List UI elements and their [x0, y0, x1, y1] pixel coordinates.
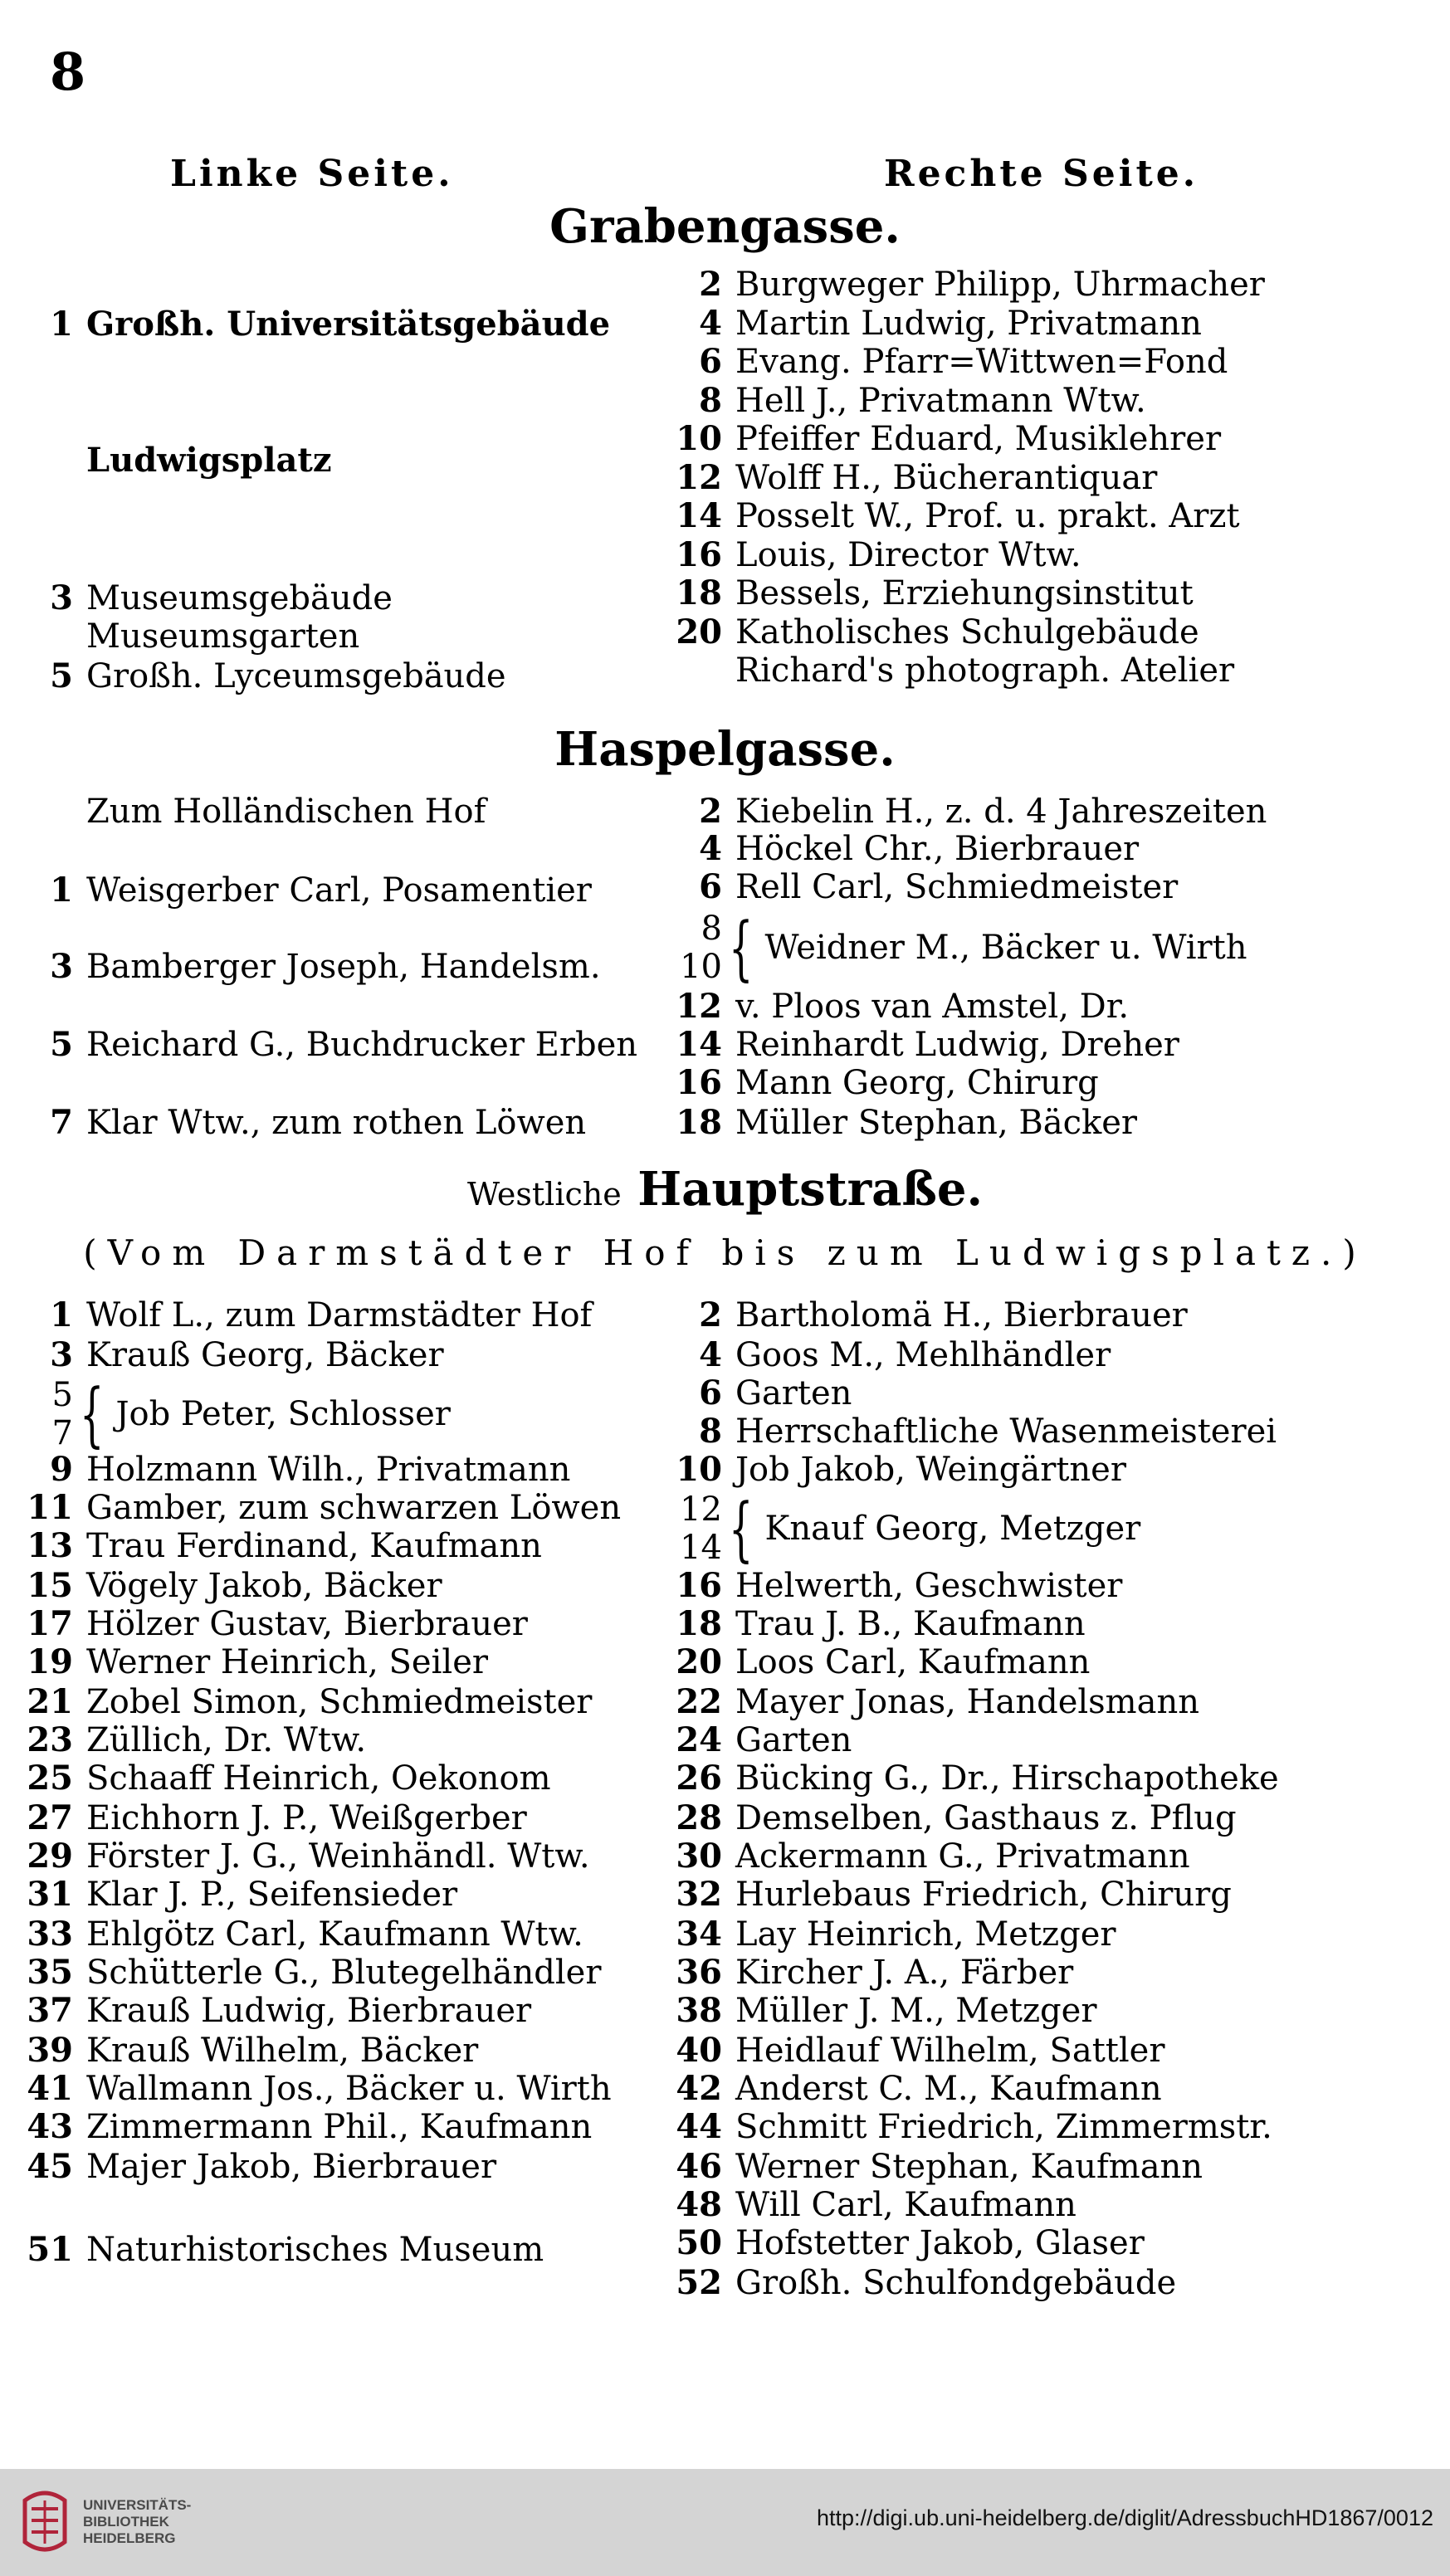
entry-row: [664, 907, 1247, 988]
entry-row: [664, 2108, 1272, 2146]
house-number: 18: [676, 1103, 722, 1142]
entry-text: Job Peter, Schlosser: [115, 1395, 451, 1433]
entry-text: Schaaff Heinrich, Oekonom: [86, 1759, 551, 1798]
entry-text: Wallmann Jos., Bäcker u. Wirth: [86, 2070, 612, 2108]
library-name-line1: UNIVERSITÄTS-: [83, 2497, 192, 2513]
house-number: 50: [676, 2223, 722, 2262]
house-numbers: [664, 910, 722, 986]
house-number: 12: [680, 1490, 722, 1529]
house-number: 8: [701, 910, 722, 948]
house-numbers: [664, 1490, 722, 1567]
entry-row: [15, 2032, 478, 2070]
entry-row: [664, 2148, 1203, 2186]
house-number: 16: [676, 1063, 722, 1102]
library-name-line2: BIBLIOTHEK: [83, 2514, 169, 2530]
entry-text: Garten: [735, 1374, 852, 1412]
entry-row: [15, 1026, 637, 1064]
house-number: 27: [27, 1798, 73, 1837]
entry-text: Goos M., Mehlhändler: [735, 1336, 1111, 1374]
entry-text: Louis, Director Wtw.: [735, 535, 1081, 574]
entry-row: [664, 1104, 1137, 1142]
section-subtitle-hauptstrasse: (Vom Darmstädter Hof bis zum Ludwigsplatz.): [83, 1232, 1367, 1273]
house-number: 10: [676, 419, 722, 458]
house-number: 26: [676, 1759, 722, 1798]
house-number: 10: [676, 1450, 722, 1489]
entry-text: Knauf Georg, Metzger: [764, 1510, 1141, 1548]
house-number: 11: [27, 1488, 73, 1527]
entry-text: Hell J., Privatmann Wtw.: [735, 381, 1146, 420]
house-number: 39: [27, 2031, 73, 2070]
entry-text: Job Jakob, Weingärtner: [735, 1451, 1126, 1489]
house-number: 44: [676, 2107, 722, 2146]
entry-row: [664, 1799, 1237, 1837]
house-number: 13: [27, 1526, 73, 1565]
entry-text: Museumsgarten: [86, 617, 360, 656]
house-number: 41: [27, 2069, 73, 2108]
house-number: 8: [699, 1412, 722, 1451]
house-number: 1: [50, 305, 73, 344]
library-name-line3: HEIDELBERG: [83, 2530, 176, 2546]
house-number: 3: [50, 578, 73, 617]
house-number: 12: [676, 457, 722, 497]
house-number: 6: [699, 1373, 722, 1412]
house-number: 36: [676, 1953, 722, 1992]
house-number: 14: [676, 1025, 722, 1064]
entry-text: Großh. Universitätsgebäude: [86, 305, 611, 344]
house-number: 3: [50, 1335, 73, 1374]
house-number: 20: [676, 612, 722, 651]
entry-row: [15, 2148, 496, 2186]
entry-row: [664, 793, 1267, 831]
entry-text: Großh. Schulfondgebäude: [735, 2264, 1177, 2302]
house-number: 15: [27, 1566, 73, 1605]
house-number: 19: [27, 1642, 73, 1681]
entry-row: [15, 1799, 527, 1837]
entry-row: [664, 266, 1265, 304]
section-title-hauptstrasse: [0, 1162, 1450, 1217]
entry-text: Klar Wtw., zum rothen Löwen: [86, 1104, 587, 1142]
entry-text: Wolff H., Bücherantiquar: [735, 458, 1158, 497]
entry-text: Bamberger Joseph, Handelsm.: [86, 948, 601, 986]
entry-row: [664, 536, 1081, 574]
entry-text: Hurlebaus Friedrich, Chirurg: [735, 1876, 1232, 1914]
entry-row: [15, 1296, 592, 1334]
entry-text: Krauß Wilhelm, Bäcker: [86, 2032, 479, 2070]
entry-row: [664, 1412, 1277, 1451]
entry-text: Weisgerber Carl, Posamentier: [86, 871, 592, 910]
source-url[interactable]: http://digi.ub.uni-heidelberg.de/diglit/AdressbuchHD1867/0012: [816, 2505, 1433, 2530]
entry-text: Hofstetter Jakob, Glaser: [735, 2224, 1145, 2262]
entry-text: Garten: [735, 1721, 852, 1759]
page-number: 8: [50, 41, 86, 102]
entry-row: [15, 1336, 444, 1374]
house-number: 16: [676, 1566, 722, 1605]
entry-text: Martin Ludwig, Privatmann: [735, 304, 1202, 343]
house-number: 8: [699, 380, 722, 420]
entry-text: Vögely Jakob, Bäcker: [86, 1567, 442, 1605]
entry-row: [664, 305, 1202, 343]
entry-row: [664, 1992, 1096, 2030]
entry-text: Eichhorn J. P., Weißgerber: [86, 1799, 527, 1837]
entry-row: [15, 1489, 621, 1527]
house-number: 30: [676, 1837, 722, 1876]
entry-text: Holzmann Wilh., Privatmann: [86, 1451, 571, 1489]
entry-text: Demselben, Gasthaus z. Pflug: [735, 1799, 1237, 1837]
entry-row: [664, 2186, 1077, 2224]
entry-row: [664, 2070, 1162, 2108]
left-side-header: Linke Seite.: [170, 153, 454, 195]
entry-text: Hölzer Gustav, Bierbrauer: [86, 1605, 528, 1643]
entry-row: [664, 1296, 1188, 1334]
entry-row: [664, 2224, 1145, 2262]
house-number: 1: [50, 1295, 73, 1334]
entry-row: [15, 1451, 570, 1489]
house-number: 17: [27, 1604, 73, 1643]
entry-row: [664, 382, 1146, 420]
entry-row: [664, 1064, 1099, 1102]
entry-text: Reinhardt Ludwig, Dreher: [735, 1026, 1179, 1064]
entry-text: Ackermann G., Privatmann: [735, 1837, 1190, 1876]
entry-row: [15, 1643, 488, 1681]
entry-row: [664, 1759, 1279, 1798]
house-number: 4: [699, 829, 722, 868]
entry-row: [664, 868, 1178, 906]
entry-text: Klar J. P., Seifensieder: [86, 1876, 458, 1914]
house-number: 7: [50, 1103, 73, 1142]
house-number: 5: [50, 1025, 73, 1064]
entry-row: [15, 1605, 528, 1643]
house-numbers: [15, 1376, 73, 1452]
entry-row: [664, 1451, 1126, 1489]
entry-text: Mayer Jonas, Handelsmann: [735, 1683, 1199, 1721]
house-number: 28: [676, 1798, 722, 1837]
house-number: 24: [676, 1720, 722, 1759]
entry-row: [15, 1104, 586, 1142]
section-title-main: Hauptstraße.: [637, 1162, 984, 1217]
house-number: 35: [27, 1953, 73, 1992]
entry-row: [15, 305, 610, 344]
house-number: 18: [676, 573, 722, 612]
entry-row: [15, 1759, 551, 1798]
entry-row: [664, 459, 1157, 497]
entry-row: [15, 1915, 583, 1954]
entry-text: Will Carl, Kaufmann: [735, 2186, 1077, 2224]
entry-row: [15, 948, 601, 986]
entry-row: [15, 1876, 457, 1914]
entry-text: Werner Stephan, Kaufmann: [735, 2148, 1203, 2186]
house-number: 43: [27, 2107, 73, 2146]
house-number: 14: [676, 496, 722, 535]
house-number: 37: [27, 1991, 73, 2030]
house-number: 32: [676, 1875, 722, 1914]
entry-row: [664, 613, 1199, 651]
entry-row: [664, 1026, 1179, 1064]
entry-row: [664, 497, 1240, 535]
house-number: 2: [699, 265, 722, 304]
house-number: 21: [27, 1682, 73, 1721]
house-number: 48: [676, 2185, 722, 2224]
entry-row: [664, 1643, 1090, 1681]
brace-icon: {: [80, 1373, 105, 1455]
house-number: 6: [699, 342, 722, 381]
entry-row: [15, 871, 592, 910]
entry-row: [664, 1837, 1190, 1876]
house-number: 45: [27, 2147, 73, 2186]
house-number: 16: [676, 534, 722, 574]
house-number: 23: [27, 1720, 73, 1759]
entry-row: [664, 2032, 1164, 2070]
house-number: 25: [27, 1759, 73, 1798]
entry-row: [15, 1721, 366, 1759]
house-number: 5: [51, 1376, 73, 1414]
entry-text: Zum Holländischen Hof: [86, 793, 486, 831]
right-side-header: Rechte Seite.: [884, 153, 1199, 195]
entry-text: Trau Ferdinand, Kaufmann: [86, 1527, 542, 1565]
house-number: 4: [699, 303, 722, 343]
house-number: 40: [676, 2031, 722, 2070]
entry-row: [664, 1683, 1199, 1721]
entry-text: v. Ploos van Amstel, Dr.: [735, 988, 1130, 1026]
entry-text: Großh. Lyceumsgebäude: [86, 657, 506, 695]
house-number: 6: [699, 867, 722, 906]
library-logo-icon: [18, 2484, 71, 2559]
entry-row: [664, 1490, 1140, 1567]
entry-row: [664, 1605, 1086, 1643]
house-number: 22: [676, 1682, 722, 1721]
brace-icon: {: [729, 907, 754, 988]
house-number: 7: [51, 1414, 73, 1452]
house-number: 14: [680, 1529, 722, 1567]
house-number: 12: [676, 987, 722, 1026]
entry-row: [15, 2231, 544, 2269]
entry-row: [15, 1992, 531, 2030]
brace-icon: {: [729, 1488, 754, 1569]
entry-row: [664, 343, 1228, 381]
entry-row: [664, 1915, 1116, 1954]
entry-text: Schmitt Friedrich, Zimmermstr.: [735, 2108, 1272, 2146]
house-number: 1: [50, 871, 73, 910]
house-number: 10: [680, 948, 722, 986]
entry-row: [664, 2264, 1176, 2302]
entry-row: [15, 1683, 592, 1721]
library-name: [83, 2497, 191, 2547]
entry-row: [664, 1876, 1232, 1914]
house-number: 5: [50, 656, 73, 695]
section-title-prefix: Westliche: [466, 1176, 622, 1212]
entry-text: Höckel Chr., Bierbrauer: [735, 830, 1140, 868]
entry-text: Mann Georg, Chirurg: [735, 1064, 1099, 1102]
house-number: 38: [676, 1991, 722, 2030]
house-number: 51: [27, 2230, 73, 2269]
footer-bar: [0, 2469, 1450, 2576]
entry-text: Katholisches Schulgebäude: [735, 612, 1199, 651]
entry-text: Ludwigsplatz: [86, 441, 332, 480]
house-number: 18: [676, 1604, 722, 1643]
entry-text: Naturhistorisches Museum: [86, 2231, 544, 2269]
entry-text: Majer Jakob, Bierbrauer: [86, 2148, 497, 2186]
entry-text: Zimmermann Phil., Kaufmann: [86, 2108, 593, 2146]
entry-text: Gamber, zum schwarzen Löwen: [86, 1489, 622, 1527]
entry-text: Förster J. G., Weinhändl. Wtw.: [86, 1837, 590, 1876]
entry-text: Kircher J. A., Färber: [735, 1954, 1074, 1992]
entry-row: [15, 1373, 451, 1455]
house-number: 2: [699, 1295, 722, 1334]
entry-text: Müller J. M., Metzger: [735, 1992, 1097, 2030]
entry-row: [664, 1721, 852, 1759]
entry-text: Posselt W., Prof. u. prakt. Arzt: [735, 497, 1240, 535]
section-title-haspelgasse: Haspelgasse.: [554, 722, 896, 777]
entry-text: Ehlgötz Carl, Kaufmann Wtw.: [86, 1915, 583, 1954]
entry-text: Wolf L., zum Darmstädter Hof: [86, 1296, 593, 1334]
entry-text: Reichard G., Buchdrucker Erben: [86, 1026, 638, 1064]
entry-text: Schütterle G., Blutegelhändler: [86, 1954, 602, 1992]
house-number: 46: [676, 2147, 722, 2186]
entry-text: Weidner M., Bäcker u. Wirth: [764, 929, 1247, 967]
entry-row: [15, 2108, 592, 2146]
entry-text: Lay Heinrich, Metzger: [735, 1915, 1116, 1954]
house-number: 34: [676, 1915, 722, 1954]
entry-text: Krauß Ludwig, Bierbrauer: [86, 1992, 532, 2030]
entry-row: [664, 1567, 1122, 1605]
entry-text: Loos Carl, Kaufmann: [735, 1643, 1091, 1681]
entry-text: Pfeiffer Eduard, Musiklehrer: [735, 420, 1222, 458]
entry-row: [664, 651, 1234, 690]
house-number: 29: [27, 1837, 73, 1876]
entry-row: [15, 1954, 601, 1992]
entry-text: Werner Heinrich, Seiler: [86, 1643, 488, 1681]
entry-row: [664, 1336, 1111, 1374]
entry-row: [15, 617, 359, 656]
entry-text: Bartholomä H., Bierbrauer: [735, 1296, 1188, 1334]
entry-row: [15, 1567, 442, 1605]
entry-row: [664, 574, 1194, 612]
house-number: 4: [699, 1335, 722, 1374]
entry-text: Krauß Georg, Bäcker: [86, 1336, 444, 1374]
entry-text: Richard's photograph. Atelier: [735, 651, 1235, 690]
entry-row: [15, 442, 332, 480]
entry-row: [15, 579, 393, 617]
entry-row: [664, 1954, 1073, 1992]
entry-text: Bücking G., Dr., Hirschapotheke: [735, 1759, 1279, 1798]
entry-text: Bessels, Erziehungsinstitut: [735, 574, 1194, 612]
entry-row: [15, 2070, 612, 2108]
house-number: 3: [50, 947, 73, 986]
entry-row: [664, 1374, 852, 1412]
entry-row: [15, 1527, 542, 1565]
entry-text: Trau J. B., Kaufmann: [735, 1605, 1086, 1643]
entry-text: Anderst C. M., Kaufmann: [735, 2070, 1162, 2108]
entry-text: Zobel Simon, Schmiedmeister: [86, 1683, 593, 1721]
entry-text: Helwerth, Geschwister: [735, 1567, 1123, 1605]
house-number: 31: [27, 1875, 73, 1914]
entry-row: [15, 1837, 590, 1876]
entry-text: Herrschaftliche Wasenmeisterei: [735, 1412, 1277, 1451]
entry-text: Rell Carl, Schmiedmeister: [735, 868, 1179, 906]
entry-text: Züllich, Dr. Wtw.: [86, 1721, 367, 1759]
entry-row: [664, 420, 1221, 458]
entry-text: Evang. Pfarr=Wittwen=Fond: [735, 343, 1228, 381]
section-title-grabengasse: Grabengasse.: [549, 199, 901, 254]
house-number: 20: [676, 1642, 722, 1681]
entry-text: Heidlauf Wilhelm, Sattler: [735, 2032, 1165, 2070]
entry-text: Burgweger Philipp, Uhrmacher: [735, 266, 1265, 304]
entry-row: [664, 830, 1139, 868]
house-number: 52: [676, 2263, 722, 2302]
house-number: 9: [50, 1450, 73, 1489]
house-number: 42: [676, 2069, 722, 2108]
house-number: 2: [699, 792, 722, 831]
entry-row: [15, 657, 506, 695]
entry-text: Müller Stephan, Bäcker: [735, 1104, 1138, 1142]
entry-row: [15, 793, 486, 831]
house-number: 33: [27, 1915, 73, 1954]
entry-text: Kiebelin H., z. d. 4 Jahreszeiten: [735, 793, 1267, 831]
entry-text: Museumsgebäude: [86, 579, 393, 617]
entry-row: [664, 988, 1129, 1026]
